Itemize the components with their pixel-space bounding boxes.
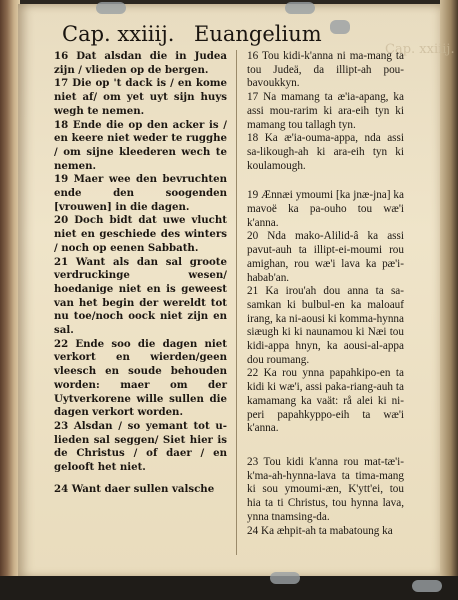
verse-16-formosan: 16 Tou kidi-k'anna ni ma-mang ta tou Judeä, da illipt-ah pou-bavoukkyn. [247,50,404,90]
book-edge-right [440,0,458,600]
verse-23-dutch: 23 Alsdan / so yemant tot u-lieden sal seggen/ Siet hier is de Christus / of daer / en gelooft het niet. [54,419,227,474]
verse-20-formosan: 20 Nda mako-Alilid-â ka assi pavut-auh ta illipt-ei-moumi rou amighan, rou wæ'i lava ka pæ'i-habab'an. [247,230,404,284]
verse-20-dutch: 20 Doch bidt dat uwe vlucht niet en geschiede des winters / noch op eenen Sabbath. [54,214,227,254]
verse-22-formosan: 22 Ka rou ynna papahkipo-en ta kidi ki wæ'i, assi paka-riang-auh ta kamamang ka vaät: rå alei ki ni-peri papahkyppo-eih ta wæ'i k'anna. [247,367,404,435]
page-clip-icon [270,572,300,584]
verse-21-formosan: 21 Ka irou'ah dou anna ta sa-samkan ki bulbul-en ka maloauf irang, ka ni-aousi ki komma-hynna siæugh ki ki naunamou ki Næi tou kidi-appa hnyn, ka aousi-al-appa dou roumang. [247,285,404,366]
verse-21-dutch: 21 Want als dan sal groote verdruckinge wesen/ hoedanige niet en is geweest van het begin der wereldt tot nu toe/noch oock niet zijn en sal. [54,255,227,337]
verse-23-formosan: 23 Tou kidi k'anna rou mat-tæ'i-k'ma-ah-hynna-lava ta tima-mang ki sou ymoumi-æn, K'ytt'ei, tou hia ta ti Christus, tou hynna lava, ynna tnamsing-da. [247,455,404,523]
page-clip-icon [412,580,442,592]
scan-background [0,576,458,600]
verse-24-dutch: 24 Want daer sullen valsche [54,482,215,495]
page-clip-icon [285,2,315,14]
verse-24-formosan: 24 Ka æhpit-ah ta mabatoung ka [247,524,393,537]
column-divider [236,50,237,555]
running-header [62,22,422,52]
verse-17-formosan: 17 Na mamang ta æ'ia-apang, ka assi mou-rarim ki ara-eih tyn ki mamang tou tallagh tyn. [247,91,404,131]
show-through-heading: Cap. xxiiij. [385,42,455,57]
verse-22-dutch: 22 Ende soo die dagen niet verkort en wierden/geen vleesch en soude behouden worden: maer om der Uytverkorene wille sullen die dagen verkort worden. [54,337,227,419]
formosan-column [247,50,404,538]
verse-19-dutch: 19 Maer wee den bevruchten ende den soogenden [vrouwen] in die dagen. [54,173,227,213]
book-gutter-left [0,0,20,600]
verse-19-formosan: 19 Ænnæi ymoumi [ka jnæ-jna] ka mavoë ka pa-ouho tou wæ'i k'anna. [247,189,404,229]
verse-17-dutch: 17 Die op 't dack is / en kome niet af/ om yet uyt sijn huys wegh te nemen. [54,77,227,117]
verse-16-dutch: 16 Dat alsdan die in Judea zijn / vlieden op de bergen. [54,50,227,76]
verse-18-dutch: 18 Ende die op den acker is / en keere niet weder te rugghe / om sijne kleederen wech te nemen. [54,118,227,172]
verse-18-formosan: 18 Ka æ'ia-ouma-appa, nda assi sa-likough-ah ki ara-eih tyn ki koulamough. [247,132,404,172]
dutch-column [54,50,227,497]
book-heading: Euangelium [194,22,322,46]
page-clip-icon [96,2,126,14]
chapter-heading: Cap. xxiiij. [62,22,175,46]
